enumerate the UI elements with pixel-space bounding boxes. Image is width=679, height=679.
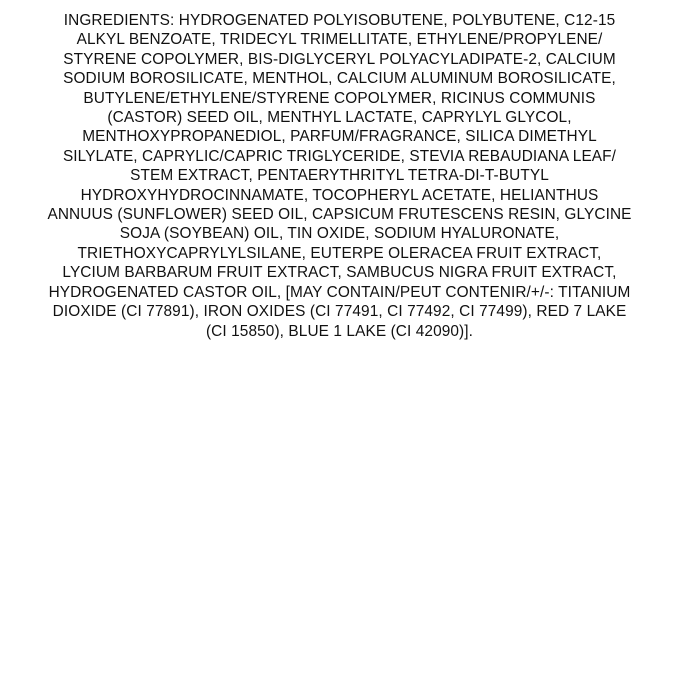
ingredients-line: INGREDIENTS: HYDROGENATED POLYISOBUTENE, POLYBUTENE, C12-15 bbox=[63, 12, 616, 29]
ingredients-line: STYRENE COPOLYMER, BIS-DIGLYCERYL POLYACYLADIPATE-2, CALCIUM bbox=[63, 50, 616, 68]
ingredients-line: HYDROXYHYDROCINNAMATE, TOCOPHERYL ACETATE, HELIANTHUS bbox=[80, 186, 599, 204]
ingredients-line: ALKYL BENZOATE, TRIDECYL TRIMELLITATE, ETHYLENE/PROPYLENE/ bbox=[76, 31, 603, 49]
ingredients-line: SILYLATE, CAPRYLIC/CAPRIC TRIGLYCERIDE, STEVIA REBAUDIANA LEAF/ bbox=[62, 147, 617, 165]
ingredients-line: STEM EXTRACT, PENTAERYTHRITYL TETRA-DI-T-BUTYL bbox=[130, 167, 549, 185]
ingredients-text bbox=[4, 0, 675, 341]
ingredients-line: SOJA (SOYBEAN) OIL, TIN OXIDE, SODIUM HYALURONATE, bbox=[119, 225, 560, 243]
ingredients-line: ANNUUS (SUNFLOWER) SEED OIL, CAPSICUM FRUTESCENS RESIN, GLYCINE bbox=[47, 206, 632, 224]
ingredients-line: DIOXIDE (CI 77891), IRON OXIDES (CI 77491, CI 77492, CI 77499), RED 7 LAKE bbox=[52, 303, 627, 321]
ingredients-line: SODIUM BOROSILICATE, MENTHOL, CALCIUM ALUMINUM BOROSILICATE, bbox=[63, 70, 616, 88]
ingredients-line: (CI 15850), BLUE 1 LAKE (CI 42090)]. bbox=[205, 322, 474, 340]
ingredients-line: TRIETHOXYCAPRYLYLSILANE, EUTERPE OLERACEA FRUIT EXTRACT, bbox=[77, 244, 602, 262]
ingredients-line: LYCIUM BARBARUM FRUIT EXTRACT, SAMBUCUS NIGRA FRUIT EXTRACT, bbox=[62, 264, 617, 282]
ingredients-line: HYDROGENATED CASTOR OIL, [MAY CONTAIN/PEUT CONTENIR/+/-: TITANIUM bbox=[48, 283, 631, 301]
ingredients-line: (CASTOR) SEED OIL, MENTHYL LACTATE, CAPRYLYL GLYCOL, bbox=[107, 109, 572, 127]
ingredients-line: BUTYLENE/ETHYLENE/STYRENE COPOLYMER, RICINUS COMMUNIS bbox=[83, 89, 596, 107]
ingredients-line: MENTHOXYPROPANEDIOL, PARFUM/FRAGRANCE, SILICA DIMETHYL bbox=[82, 128, 597, 146]
